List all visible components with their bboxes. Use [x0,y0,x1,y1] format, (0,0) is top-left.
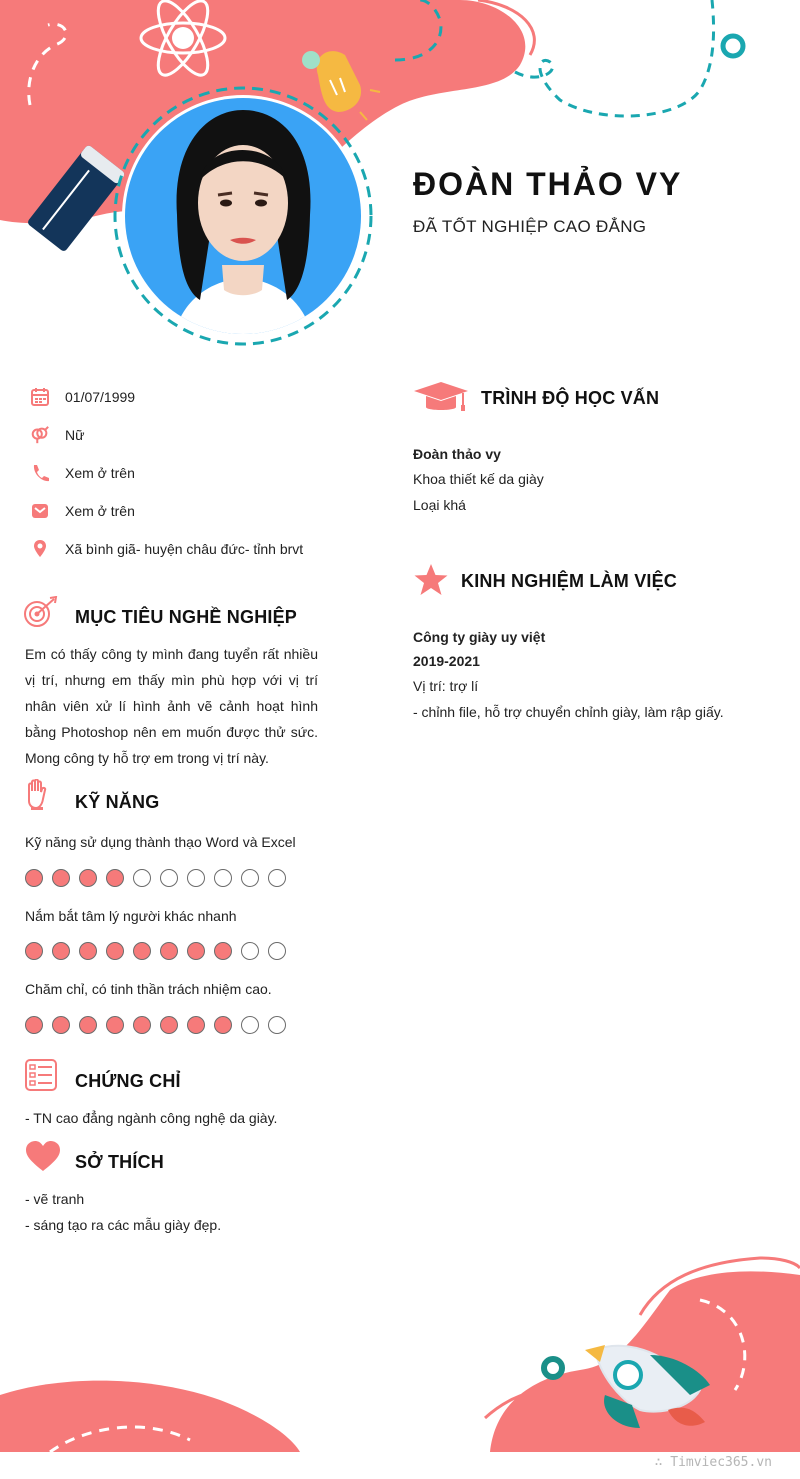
candidate-subtitle: ĐÃ TỐT NGHIỆP CAO ĐẲNG [413,217,647,236]
rating-dot-filled [187,1016,205,1034]
rating-dot-filled [25,942,43,960]
experience-company: Công ty giày uy việt [413,629,546,645]
target-icon [23,596,59,635]
star-icon [413,563,449,602]
rating-dot-filled [52,942,70,960]
rating-dot-empty [241,869,259,887]
rating-dot-empty [160,869,178,887]
rating-dot-filled [79,869,97,887]
education-grade: Loại khá [413,497,466,513]
rating-dot-empty [241,942,259,960]
calendar-icon [30,387,50,407]
graduation-cap-icon [413,380,469,419]
location-icon [30,539,50,559]
rating-dot-filled [25,869,43,887]
email-icon [30,501,50,521]
skill-rating [25,942,286,960]
rating-dot-filled [187,942,205,960]
rating-dot-filled [106,1016,124,1034]
rating-dot-filled [52,869,70,887]
certificates-title: CHỨNG CHỈ [75,1071,181,1091]
experience-title: KINH NGHIỆM LÀM VIỆC [461,571,678,591]
info-email [30,499,135,523]
skills-title: KỸ NĂNG [75,792,160,812]
rating-dot-empty [268,942,286,960]
rating-dot-empty [268,869,286,887]
info-address [30,537,303,561]
education-school: Đoàn thảo vy [413,446,501,462]
candidate-name: ĐOÀN THẢO VY [413,166,683,202]
rating-dot-filled [214,1016,232,1034]
rating-dot-filled [106,942,124,960]
phone-icon [30,463,50,483]
education-title: TRÌNH ĐỘ HỌC VẤN [481,388,660,408]
skill-rating [25,869,286,887]
hand-icon [25,779,49,816]
rating-dot-empty [187,869,205,887]
rating-dot-filled [214,942,232,960]
rating-dot-empty [268,1016,286,1034]
info-phone [30,461,135,485]
objective-text: Em có thấy công ty mình đang tuyển rất nhiều vị trí, nhưng em thấy mìn phù hợp với vị trí nhân viên xử lí hình ảnh vẽ cảnh hoạt hình bằng Photoshop nên em muốn được thử sức. Mong công ty hỗ trợ em trong vị trí này. [25,646,318,766]
skill-name: Kỹ năng sử dụng thành thạo Word và Excel [25,834,296,850]
rating-dot-filled [160,1016,178,1034]
heart-icon [25,1140,61,1177]
info-text: 01/07/1999 [65,389,136,405]
info-text: Xã bình giã- huyện châu đức- tỉnh brvt [65,541,304,557]
skill-name: Chăm chỉ, có tinh thần trách nhiệm cao. [25,981,272,997]
skill-rating [25,1016,286,1034]
rating-dot-filled [160,942,178,960]
experience-position: Vị trí: trợ lí [413,678,479,694]
certificate-line: - TN cao đẳng ngành công nghệ da giày. [25,1110,278,1126]
rating-dot-filled [79,942,97,960]
info-text: Xem ở trên [65,465,135,481]
checklist-icon [25,1059,57,1096]
skill-name: Nắm bắt tâm lý người khác nhanh [25,908,237,924]
info-gender [30,423,84,447]
hobbies-title: SỞ THÍCH [75,1152,164,1172]
experience-period: 2019-2021 [413,653,480,669]
rating-dot-empty [133,869,151,887]
hobby-line: - vẽ tranh [25,1191,85,1207]
rating-dot-empty [214,869,232,887]
watermark: ∴ Timviec365.vn [654,1455,772,1470]
rating-dot-filled [106,869,124,887]
rating-dot-filled [133,1016,151,1034]
objective-title: MỤC TIÊU NGHỀ NGHIỆP [75,607,298,627]
info-birthdate [30,385,135,409]
rating-dot-filled [52,1016,70,1034]
rating-dot-empty [241,1016,259,1034]
rating-dot-filled [133,942,151,960]
rating-dot-filled [25,1016,43,1034]
gender-icon [30,425,50,445]
education-major: Khoa thiết kế da giày [413,471,544,487]
experience-description: - chỉnh file, hỗ trợ chuyển chỉnh giày, làm rập giấy. [413,704,724,720]
rocket-icon [585,1345,710,1428]
info-text: Nữ [65,427,85,443]
profile-photo [112,85,374,347]
hobby-line: - sáng tạo ra các mẫu giày đẹp. [25,1217,222,1233]
info-text: Xem ở trên [65,503,135,519]
rating-dot-filled [79,1016,97,1034]
